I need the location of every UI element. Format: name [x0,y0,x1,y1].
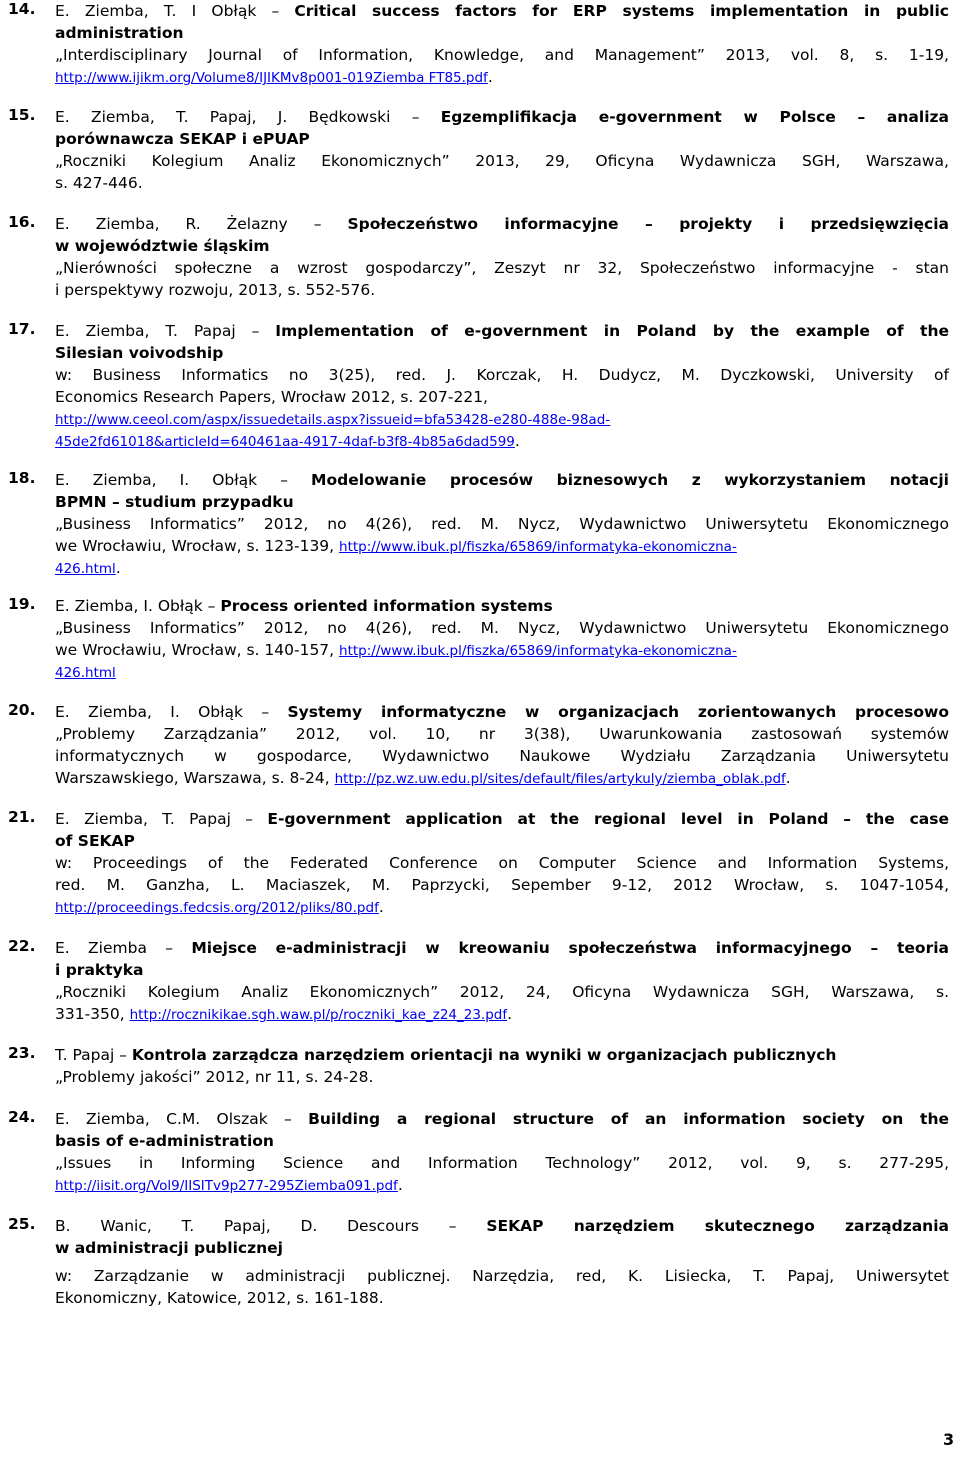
bibliography-entry [8,701,949,789]
entry-line [55,1265,949,1287]
entry-text: B. Wanic, T. Papaj, D. Descours – [55,1217,487,1235]
entry-link[interactable]: http://proceedings.fedcsis.org/2012/pliks/80.pdf [55,900,379,916]
entry-text: . [115,559,121,577]
entry-link[interactable]: http://rocznikikae.sgh.waw.pl/p/roczniki_kae_z24_23.pdf [129,1007,508,1023]
entry-line [55,1174,949,1196]
entry-line [55,830,949,852]
entry-title: SEKAP narzędziem skutecznego zarządzania [486,1217,949,1235]
entry-title: BPMN – studium przypadku [55,493,294,511]
entry-text: E. Ziemba, I. Obłąk – [55,703,288,721]
entry-number: 23. [8,1044,36,1062]
entry-title: Building a regional structure of an information society on the [308,1110,949,1128]
entry-line [55,639,949,661]
entry-link[interactable]: 426.html [55,561,116,577]
entry-title: Modelowanie procesów biznesowych z wykorzystaniem notacji [311,471,949,489]
bibliography-entry [8,469,949,579]
entry-text: 331-350, [55,1005,130,1023]
entry-line [55,1044,949,1066]
entry-text: w: Zarządzanie w administracji publicznej. Narzędzia, red, K. Lisiecka, T. Papaj, Uniwersytet [55,1267,949,1285]
entry-text: E. Ziemba, T. Papaj – [55,810,268,828]
entry-line [55,279,949,301]
entry-line [55,1003,949,1025]
entry-text: E. Ziemba, R. Żelazny – [55,215,348,233]
entry-line [55,235,949,257]
entry-number: 16. [8,213,36,231]
entry-title: w województwie śląskim [55,237,270,255]
entry-title: Critical success factors for ERP systems implementation in public [294,2,949,20]
entry-line [55,617,949,639]
entry-line [55,491,949,513]
bibliography-entry [8,0,949,88]
entry-title: Społeczeństwo informacyjne – projekty i przedsięwzięcia [347,215,949,233]
entry-number: 18. [8,469,36,487]
entry-number: 20. [8,701,36,719]
entry-text: . [785,769,791,787]
entry-text: „Issues in Informing Science and Information Technology” 2012, vol. 9, s. 277-295, [55,1154,949,1172]
entry-title: Egzemplifikacja e-government w Polsce – analiza [440,108,949,126]
entry-line [55,1215,949,1237]
entry-text: „Problemy jakości” 2012, nr 11, s. 24-28. [55,1068,374,1086]
entry-text: we Wrocławiu, Wrocław, s. 123-139, [55,537,340,555]
entry-line [55,1066,949,1088]
entry-text: . [507,1005,513,1023]
entry-title: i praktyka [55,961,144,979]
entry-line [55,1152,949,1174]
entry-line [55,213,949,235]
entry-title: basis of e-administration [55,1132,274,1150]
entry-text: we Wrocławiu, Wrocław, s. 140-157, [55,641,340,659]
entry-line [55,430,949,452]
entry-text: . [514,432,520,450]
entry-link[interactable]: 426.html [55,665,116,681]
bibliography-entry [8,937,949,1025]
entry-text: . [397,1176,403,1194]
bibliography-entry [8,808,949,918]
entry-text: E. Ziemba, C.M. Olszak – [55,1110,309,1128]
entry-line [55,1287,949,1309]
bibliography-entry [8,320,949,452]
entry-text: E. Ziemba, T. Papaj – [55,322,276,340]
bibliography-entry [8,595,949,683]
page-number: 3 [943,1430,955,1449]
entry-line [55,150,949,172]
entry-text: E. Ziemba, I. Obłąk – [55,471,312,489]
entry-text: Warszawskiego, Warszawa, s. 8-24, [55,769,335,787]
entry-line [55,106,949,128]
entry-text: Economics Research Papers, Wrocław 2012, s. 207-221, [55,388,488,406]
entry-line [55,1108,949,1130]
entry-line [55,128,949,150]
entry-text: w: Proceedings of the Federated Conference on Computer Science and Information Systems, [55,854,949,872]
entry-line [55,172,949,194]
entry-text: E. Ziemba, T. Papaj, J. Będkowski – [55,108,441,126]
entry-line [55,364,949,386]
entry-title: Kontrola zarządcza narzędziem orientacji na wyniki w organizacjach publicznych [131,1046,837,1064]
entry-line [55,342,949,364]
entry-text: „Business Informatics” 2012, no 4(26), red. M. Nycz, Wydawnictwo Uniwersytetu Ekonomicznego [55,619,949,637]
entry-text: T. Papaj – [55,1046,132,1064]
entry-line [55,595,949,617]
entry-text: w: Business Informatics no 3(25), red. J. Korczak, H. Dudycz, M. Dyczkowski, University of [55,366,949,384]
entry-text: . [378,898,384,916]
entry-text: „Roczniki Kolegium Analiz Ekonomicznych” 2013, 29, Oficyna Wydawnicza SGH, Warszawa, [55,152,949,170]
entry-title: porównawcza SEKAP i ePUAP [55,130,310,148]
entry-title: administration [55,24,184,42]
entry-number: 17. [8,320,36,338]
entry-line [55,723,949,745]
bibliography-entry [8,106,949,194]
entry-link[interactable]: http://www.ceeol.com/aspx/issuedetails.aspx?issueid=bfa53428-e280-488e-98ad- [55,412,611,428]
entry-link[interactable]: http://iisit.org/Vol9/IISITv9p277-295Ziemba091.pdf [55,1178,398,1194]
entry-line [55,852,949,874]
entry-line [55,959,949,981]
entry-text: „Roczniki Kolegium Analiz Ekonomicznych” 2012, 24, Oficyna Wydawnicza SGH, Warszawa, s. [55,983,949,1001]
entry-text: . [487,68,493,86]
entry-line [55,981,949,1003]
entry-number: 14. [8,0,36,18]
entry-line [55,386,949,408]
entry-title: Process oriented information systems [220,597,553,615]
entry-title: w administracji publicznej [55,1239,283,1257]
bibliography-entry [8,1215,949,1309]
entry-line [55,44,949,66]
entry-line [55,896,949,918]
entry-link[interactable]: http://pz.wz.uw.edu.pl/sites/default/files/artykuly/ziemba_oblak.pdf [334,771,786,787]
entry-line [55,408,949,430]
entry-line [55,469,949,491]
entry-title: Systemy informatyczne w organizacjach zorientowanych procesowo [287,703,949,721]
entry-number: 15. [8,106,36,124]
entry-text: „Problemy Zarządzania” 2012, vol. 10, nr 3(38), Uwarunkowania zastosowań systemów [55,725,949,743]
entry-line [55,557,949,579]
entry-line [55,937,949,959]
entry-link[interactable]: http://www.ijikm.org/Volume8/IJIKMv8p001-019Ziemba FT85.pdf [55,70,488,86]
entry-text: red. M. Ganzha, L. Maciaszek, M. Paprzycki, Sepember 9-12, 2012 Wrocław, s. 1047-1054, [55,876,949,894]
entry-number: 19. [8,595,36,613]
entry-line [55,874,949,896]
entry-text: informatycznych w gospodarce, Wydawnictwo Naukowe Wydziału Zarządzania Uniwersytetu [55,747,949,765]
bibliography-entry [8,1044,949,1088]
bibliography-entry [8,213,949,301]
entry-text: E. Ziemba, T. I Obłąk – [55,2,295,20]
entry-title: Implementation of e-government in Poland by the example of the [275,322,949,340]
entry-link[interactable]: 45de2fd61018&articleId=640461aa-4917-4daf-b3f8-4b85a6dad599 [55,434,515,450]
entry-text: „Business Informatics” 2012, no 4(26), red. M. Nycz, Wydawnictwo Uniwersytetu Ekonomicznego [55,515,949,533]
entry-text: i perspektywy rozwoju, 2013, s. 552-576. [55,281,376,299]
entry-line [55,661,949,683]
entry-title: Silesian voivodship [55,344,224,362]
entry-line [55,66,949,88]
entry-title: E-government application at the regional level in Poland – the case [267,810,949,828]
entry-title: Miejsce e-administracji w kreowaniu społeczeństwa informacyjnego – teoria [191,939,949,957]
entry-link[interactable]: http://www.ibuk.pl/fiszka/65869/informatyka-ekonomiczna- [339,539,737,555]
entry-text: E. Ziemba, I. Obłąk – [55,597,221,615]
entry-text: „Nierówności społeczne a wzrost gospodarczy”, Zeszyt nr 32, Społeczeństwo informacyjne - stan [55,259,949,277]
entry-line [55,513,949,535]
bibliography-entry [8,1108,949,1196]
entry-line [55,1237,949,1259]
entry-number: 24. [8,1108,36,1126]
entry-line [55,767,949,789]
entry-line [55,701,949,723]
entry-number: 22. [8,937,36,955]
entry-text: E. Ziemba – [55,939,192,957]
entry-line [55,535,949,557]
entry-line [55,257,949,279]
entry-text: „Interdisciplinary Journal of Information, Knowledge, and Management” 2013, vol. 8, s. 1-19, [55,46,949,64]
entry-line [55,22,949,44]
entry-line [55,0,949,22]
entry-line [55,745,949,767]
entry-number: 25. [8,1215,36,1233]
entry-line [55,320,949,342]
entry-link[interactable]: http://www.ibuk.pl/fiszka/65869/informatyka-ekonomiczna- [339,643,737,659]
entry-text: s. 427-446. [55,174,143,192]
entry-line [55,808,949,830]
entry-text: Ekonomiczny, Katowice, 2012, s. 161-188. [55,1289,384,1307]
entry-line [55,1130,949,1152]
entry-title: of SEKAP [55,832,135,850]
entry-number: 21. [8,808,36,826]
